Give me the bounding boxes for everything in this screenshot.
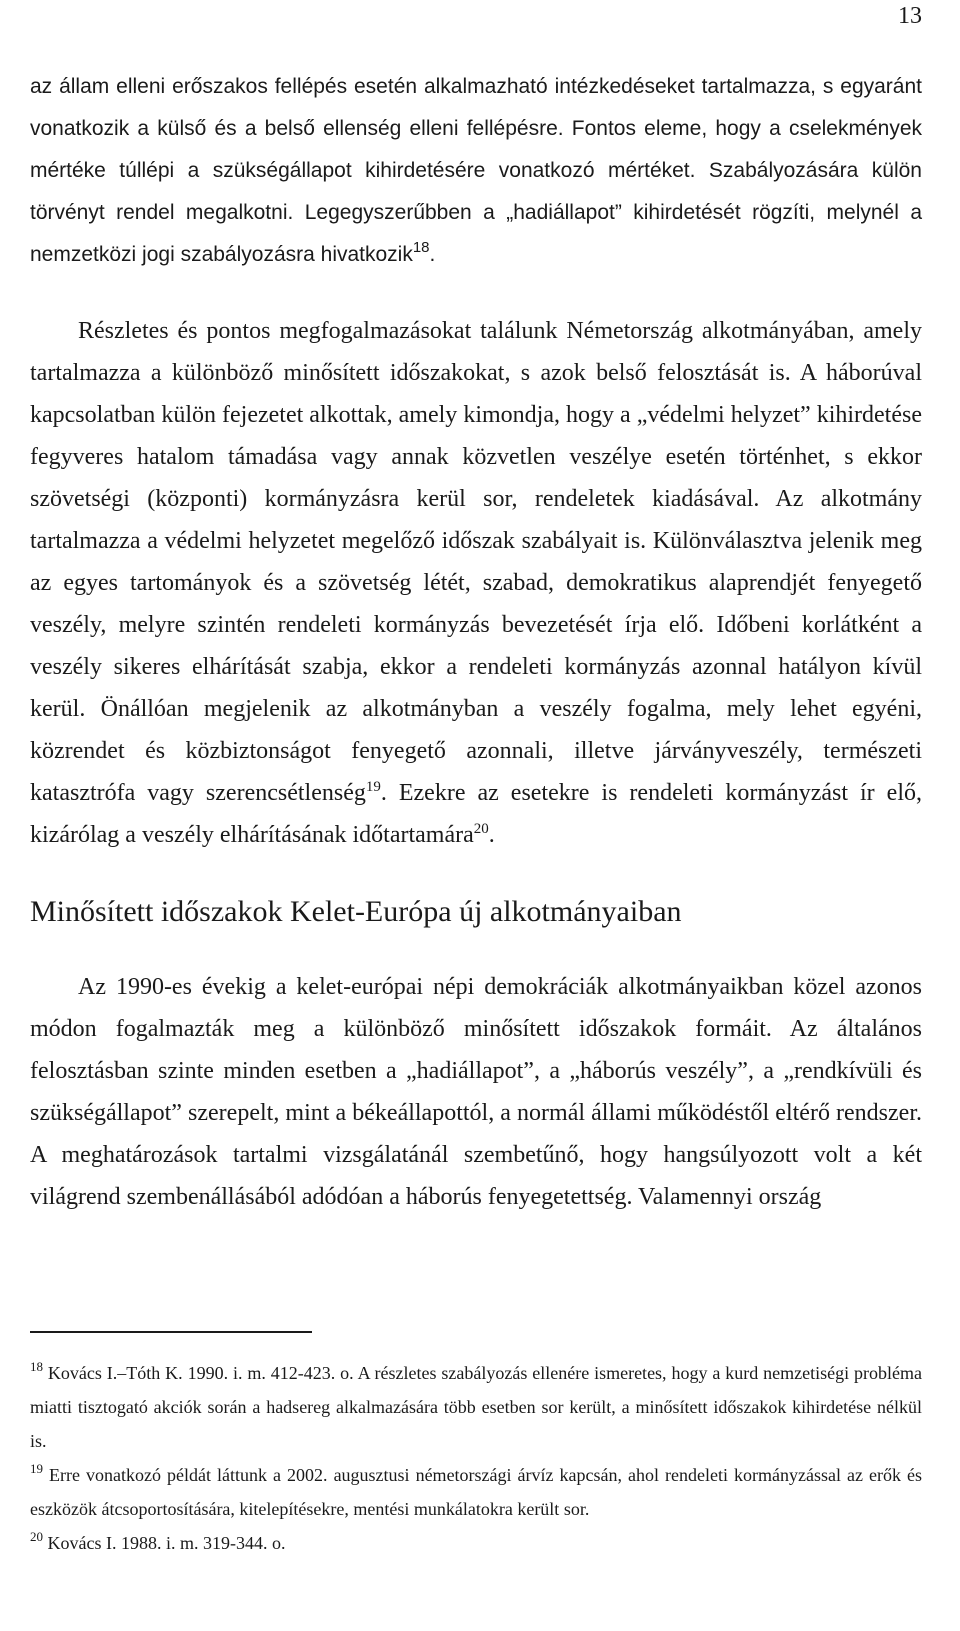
footnote-19 xyxy=(30,1458,922,1526)
footnote-20-number: 20 xyxy=(30,1529,43,1544)
footnotes xyxy=(30,1356,922,1560)
paragraph-1 xyxy=(30,66,922,276)
section-heading: Minősített időszakok Kelet-Európa új alkotmányaiban xyxy=(30,895,682,928)
footnote-ref-18: 18 xyxy=(412,239,430,256)
footnote-ref-20: 20 xyxy=(473,821,489,837)
footnote-separator xyxy=(30,1331,312,1333)
paragraph-1-text: az állam elleni erőszakos fellépés esetén alkalmazható intézkedéseket tartalmazza, s egyaránt vonatkozik a külső és a belső ellenség elleni fellépésre. Fontos eleme, hogy a cselekmények mértéke túllépi a szükségállapot kihirdetésére vonatkozó mértéket. Szabályozására külön törvényt rendel megalkotni. Legegyszerűbben a „hadiállapot” kihirdetését rögzíti, melynél a nemzetközi jogi szabályozásra hivatkozik xyxy=(30,75,922,266)
main-text xyxy=(30,66,922,1218)
footnote-18-text: Kovács I.–Tóth K. 1990. i. m. 412-423. o. A részletes szabályozás ellenére ismeretes, hogy a kurd nemzetiségi probléma miatti tisztogató akciók során a hadsereg alkalmazására több esetben sor került, a minősített időszakok kihirdetése nélkül is. xyxy=(30,1363,922,1451)
footnote-18 xyxy=(30,1356,922,1458)
paragraph-2-text-a: Részletes és pontos megfogalmazásokat találunk Németország alkotmányában, amely tartalmazza a különböző minősített időszakokat, s azok belső felosztását is. A háborúval kapcsolatban külön fejezetet alkottak, amely kimondja, hogy a „védelmi helyzet” kihirdetése fegyveres hatalom támadása vagy annak közvetlen veszélye esetén történhet, s ekkor szövetségi (központi) kormányzásra kerül sor, rendeletek kiadásával. Az alkotmány tartalmazza a védelmi helyzetet megelőző időszak szabályait is. Különválasztva jelenik meg az egyes tartományok és a szövetség létét, szabad, demokratikus alaprendjét fenyegető veszély, melyre szintén rendeleti kormányzás bevezetését írja elő. Időbeni korlátként a veszély sikeres elhárítását szabja, ekkor a rendeleti kormányzás azonnal hatályon kívül kerül. Önállóan megjelenik az alkotmányban a veszély fogalma, mely lehet egyéni, közrendet és közbiztonságot fenyegető azonnali, illetve járványveszély, természeti katasztrófa vagy szerencsétlenség xyxy=(30,318,922,806)
footnote-20-text: Kovács I. 1988. i. m. 319-344. o. xyxy=(47,1533,286,1553)
paragraph-1-end: . xyxy=(429,243,436,266)
footnote-19-text: Erre vonatkozó példát láttunk a 2002. augusztusi németországi árvíz kapcsán, ahol rendeleti kormányzással az erők és eszközök átcsoportosítására, kitelepítésekre, mentési munkálatokra került sor. xyxy=(30,1465,923,1519)
paragraph-3: Az 1990-es évekig a kelet-európai népi demokráciák alkotmányaikban közel azonos módon fogalmazták meg a különböző minősített időszakok formáit. Az általános felosztásban szinte minden esetben a „hadiállapot”, a „háborús veszély”, a „rendkívüli és szükségállapot” szerepelt, mint a békeállapottól, a normál állami működéstől eltérő rendszer. A meghatározások tartalmi vizsgálatánál szembetűnő, hogy hangsúlyozott volt a két világrend szembenállásából adódóan a háborús fenyegetettség. Valamennyi ország xyxy=(30,974,922,1210)
footnote-ref-19: 19 xyxy=(365,779,381,795)
page-number: 13 xyxy=(898,3,922,29)
paragraph-2 xyxy=(30,310,922,856)
footnote-18-number: 18 xyxy=(30,1359,43,1374)
paragraph-2-text-b: . Ezekre az esetekre is rendeleti kormányzást ír elő, kizárólag a veszély elhárításának időtartamára xyxy=(30,780,922,848)
footnote-20 xyxy=(30,1526,922,1560)
footnote-19-number: 19 xyxy=(30,1461,43,1476)
paragraph-2-end: . xyxy=(488,822,495,848)
